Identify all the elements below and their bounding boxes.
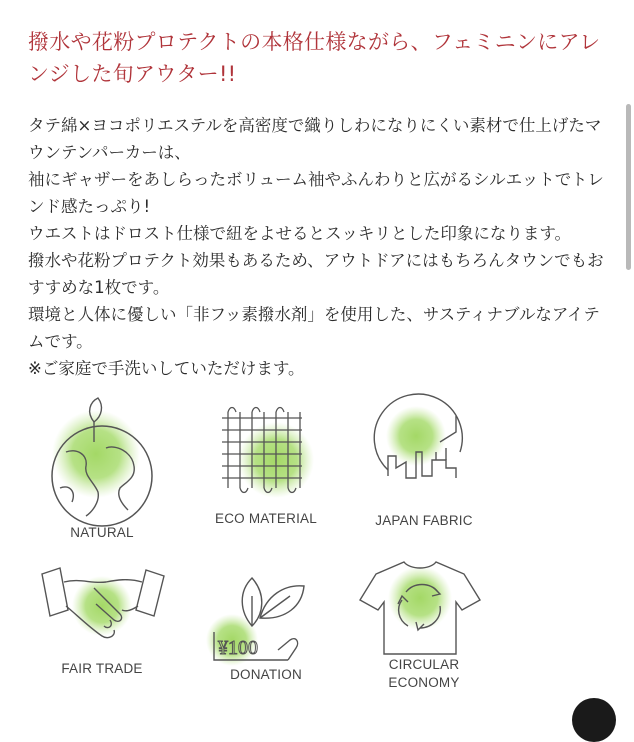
badge-label-fair-trade: FAIR TRADE bbox=[61, 661, 143, 676]
badge-donation bbox=[200, 556, 332, 688]
factory-icon bbox=[358, 392, 490, 512]
handshake-icon bbox=[36, 558, 168, 658]
badge-label-natural: NATURAL bbox=[70, 525, 134, 540]
floating-action-button[interactable] bbox=[572, 698, 616, 742]
description-line: 袖にギャザーをあしらったボリューム袖やふんわりと広がるシルエットでトレンド感たっぷり! bbox=[28, 170, 604, 216]
badge-label-circular: CIRCULAR bbox=[388, 657, 460, 672]
globe-leaf-icon bbox=[36, 392, 168, 522]
description-line: タテ綿×ヨコポリエステルを高密度で織りしわになりにくい素材で仕上げたマウンテンパーカーは、 bbox=[28, 116, 602, 162]
coin-text: ¥100 bbox=[218, 637, 258, 659]
badge-eco-material bbox=[200, 392, 332, 542]
description-line: ウエストはドロスト仕様で紐をよせるとスッキリとした印象になります。 bbox=[28, 224, 572, 243]
badge-fair-trade bbox=[36, 558, 168, 688]
badge-label-eco-material: ECO MATERIAL bbox=[215, 511, 317, 526]
yen-sprout-icon bbox=[200, 556, 332, 666]
fabric-grid-icon bbox=[200, 392, 332, 512]
badge-label-japan-fabric: JAPAN FABRIC bbox=[375, 513, 473, 528]
scrollbar-thumb[interactable] bbox=[626, 104, 631, 270]
description-line: ※ご家庭で手洗いしていただけます。 bbox=[28, 359, 305, 378]
description-line: 環境と人体に優しい「非フッ素撥水剤」を使用した、サスティナブルなアイテムです。 bbox=[28, 305, 600, 351]
badge-japan-fabric bbox=[358, 392, 490, 542]
badge-circular-economy bbox=[358, 556, 490, 696]
product-headline: 撥水や花粉プロテクトの本格仕様ながら、フェミニンにアレンジした旬アウター!! bbox=[28, 30, 601, 86]
tshirt-recycle-icon bbox=[358, 556, 490, 656]
badge-natural bbox=[36, 392, 168, 552]
badge-label-economy: ECONOMY bbox=[388, 675, 460, 690]
description-line: 撥水や花粉プロテクト効果もあるため、アウトドアにはもちろんタウンでもおすすめな1枚です。 bbox=[28, 251, 604, 297]
product-description bbox=[28, 112, 608, 382]
badge-label-donation: DONATION bbox=[230, 667, 302, 682]
